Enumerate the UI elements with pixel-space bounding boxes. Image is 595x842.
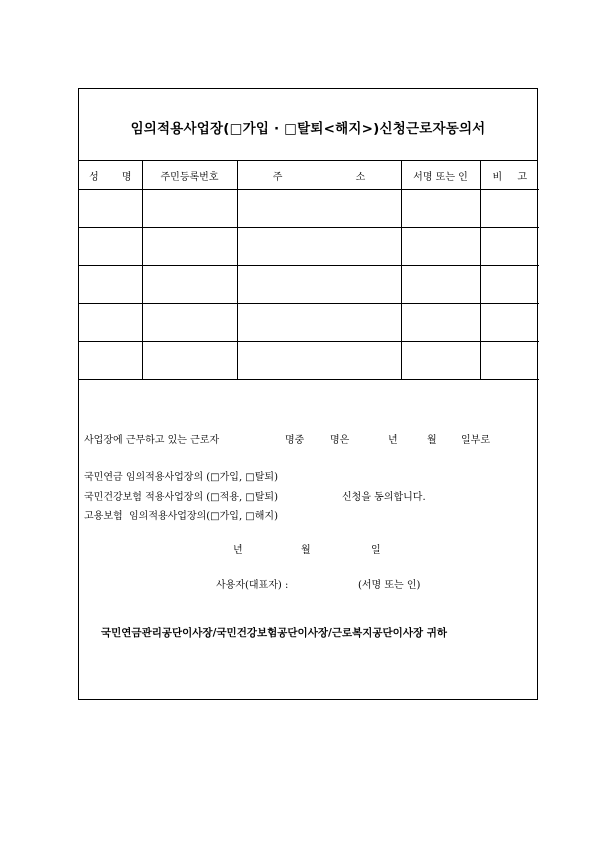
cell-name[interactable] (79, 228, 142, 266)
statement-from-day: 일부로 (461, 435, 490, 446)
consent-employment: 고용보험 임의적용사업장의(□가입, □해지) (84, 511, 278, 522)
cell-remarks[interactable] (480, 228, 539, 266)
statement-year: 년 (388, 435, 398, 446)
cell-resident-number[interactable] (142, 228, 237, 266)
worker-table (79, 161, 539, 380)
consent-form (78, 88, 538, 700)
header-remarks: 비 고 (480, 161, 539, 190)
header-name: 성 명 (79, 161, 142, 190)
cell-resident-number[interactable] (142, 190, 237, 228)
cell-resident-number[interactable] (142, 342, 237, 380)
table-row (79, 190, 539, 228)
table-row (79, 304, 539, 342)
header-signature: 서명 또는 인 (401, 161, 480, 190)
consent-health-suffix: 신청을 동의합니다. (342, 492, 426, 503)
cell-name[interactable] (79, 190, 142, 228)
cell-signature[interactable] (401, 190, 480, 228)
cell-remarks[interactable] (480, 190, 539, 228)
cell-name[interactable] (79, 266, 142, 304)
cell-resident-number[interactable] (142, 304, 237, 342)
table-row (79, 342, 539, 380)
date-year: 년 (233, 545, 243, 556)
recipient-line: 국민연금관리공단이사장/국민건강보험공단이사장/근로복지공단이사장 귀하 (101, 627, 448, 639)
statement-among: 명중 (285, 435, 305, 446)
cell-address[interactable] (237, 228, 401, 266)
date-month: 월 (301, 545, 311, 556)
cell-remarks[interactable] (480, 266, 539, 304)
cell-address[interactable] (237, 190, 401, 228)
table-row (79, 228, 539, 266)
title-area (79, 89, 537, 161)
employer-label: 사용자(대표자) : (216, 580, 289, 591)
table-row (79, 266, 539, 304)
cell-signature[interactable] (401, 304, 480, 342)
statement-people: 명은 (330, 435, 350, 446)
cell-signature[interactable] (401, 342, 480, 380)
cell-name[interactable] (79, 342, 142, 380)
consent-health: 국민건강보험 적용사업장의 (□적용, □탈퇴) (84, 492, 278, 503)
cell-name[interactable] (79, 304, 142, 342)
statement-month: 월 (427, 435, 437, 446)
date-day: 일 (371, 545, 381, 556)
cell-resident-number[interactable] (142, 266, 237, 304)
consent-pension: 국민연금 임의적용사업장의 (□가입, □탈퇴) (84, 472, 278, 483)
header-address: 주 소 (237, 161, 401, 190)
cell-signature[interactable] (401, 266, 480, 304)
header-resident-number: 주민등록번호 (142, 161, 237, 190)
cell-address[interactable] (237, 266, 401, 304)
cell-address[interactable] (237, 304, 401, 342)
statement-prefix: 사업장에 근무하고 있는 근로자 (84, 435, 220, 446)
table-header-row (79, 161, 539, 190)
cell-signature[interactable] (401, 228, 480, 266)
cell-remarks[interactable] (480, 304, 539, 342)
cell-remarks[interactable] (480, 342, 539, 380)
employer-sign: (서명 또는 인) (358, 580, 421, 591)
form-title: 임의적용사업장(□가입 · □탈퇴<해지>)신청근로자동의서 (130, 120, 486, 137)
cell-address[interactable] (237, 342, 401, 380)
